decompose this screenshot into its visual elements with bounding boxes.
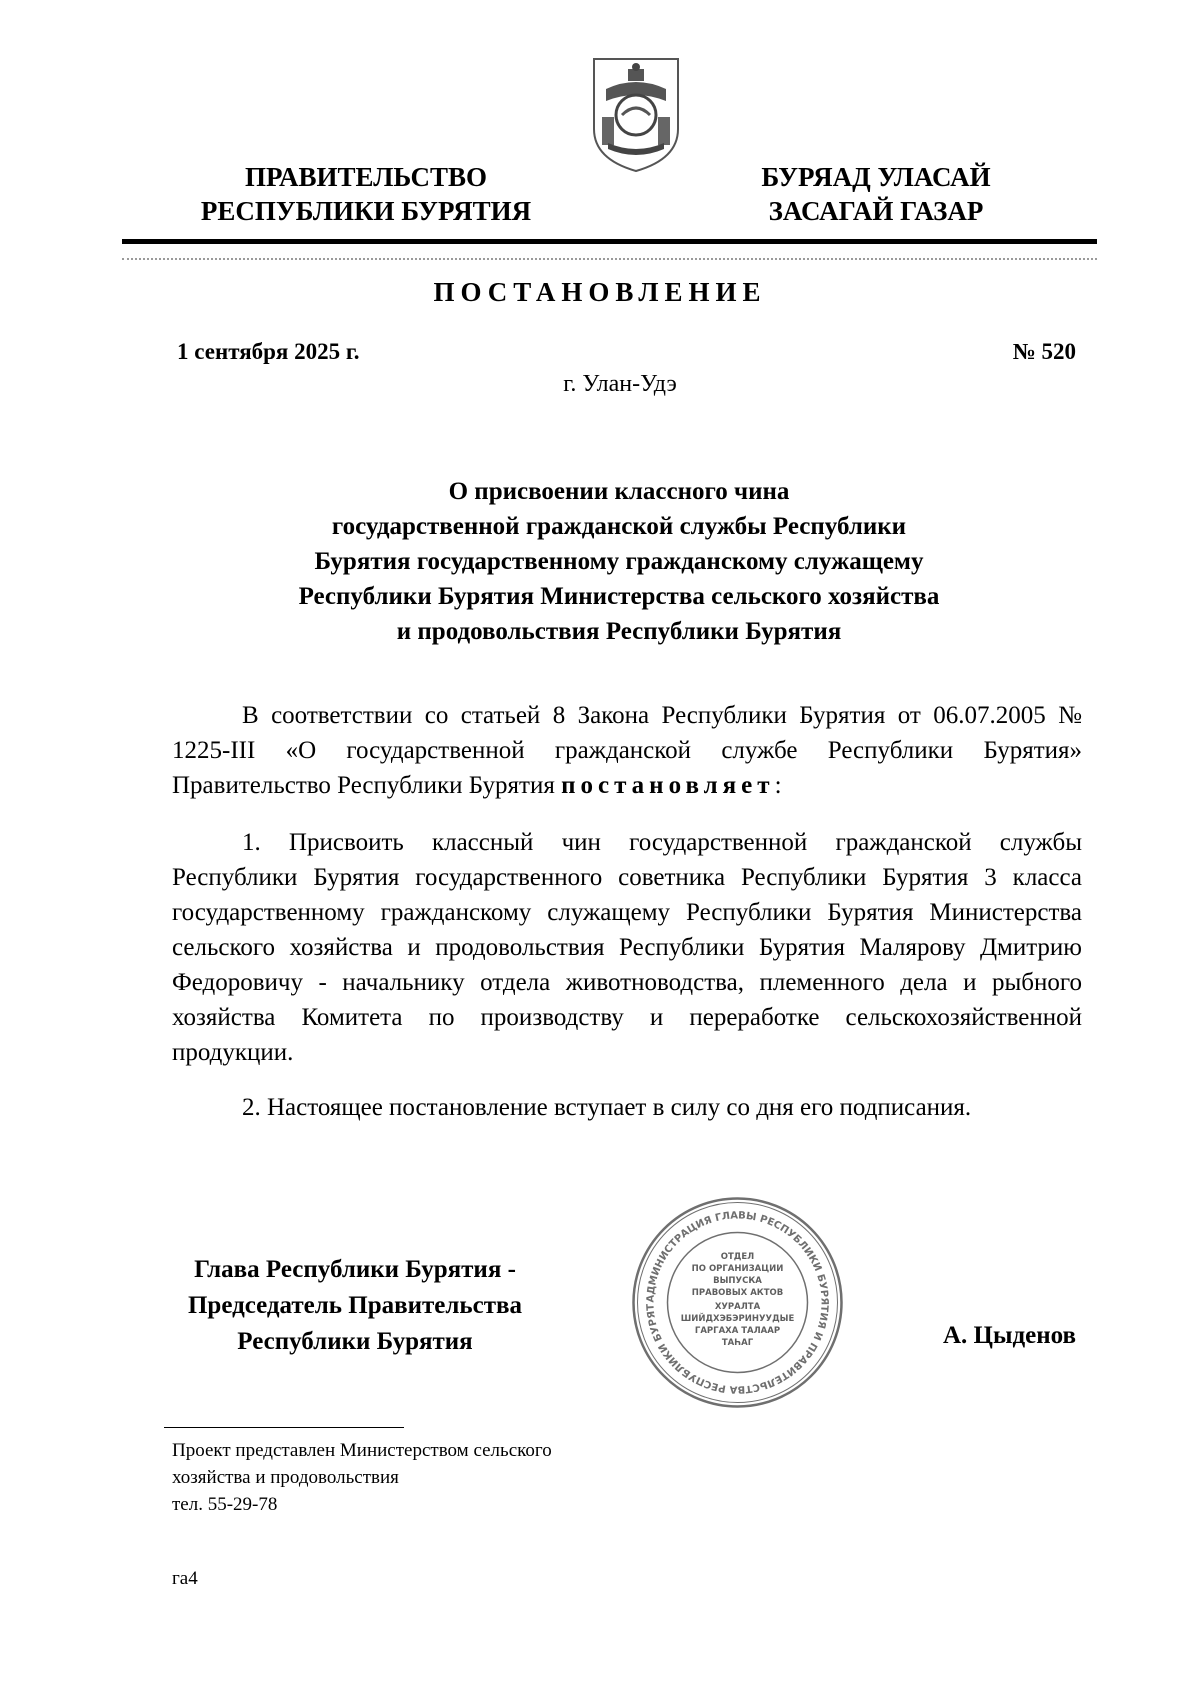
- item-text: 2. Настоящее постановление вступает в силу со дня его подписания.: [242, 1094, 972, 1121]
- seal-ring-text: АДМИНИСТРАЦИЯ ГЛАВЫ РЕСПУБЛИКИ БУРЯТИЯ И ПРАВИТЕЛЬСТВА РЕСПУБЛИКИ БУРЯТ: [645, 1210, 830, 1395]
- signatory-role: [150, 1252, 560, 1360]
- document-date: 1 сентября 2025 г.: [177, 339, 360, 364]
- preamble-ending: :: [774, 772, 782, 799]
- header-left-line1: ПРАВИТЕЛЬСТВО: [244, 162, 488, 192]
- seal-center-line: ПО ОРГАНИЗАЦИИ: [691, 1264, 784, 1274]
- seal-center-line: ШИЙДХЭБЭРИНУУДЫЕ: [680, 1314, 795, 1324]
- subject-line: Бурятия государственному гражданскому служащему: [314, 548, 924, 575]
- signatory-role-line2: Председатель Правительства: [187, 1292, 523, 1319]
- seal-center-line: ПРАВОВЫХ АКТОВ: [691, 1288, 784, 1298]
- document-code: га4: [172, 1568, 198, 1589]
- subject-line: и продовольствия Республики Бурятия: [396, 618, 842, 645]
- header-left: [176, 160, 556, 228]
- document-subject: [200, 474, 1038, 649]
- seal-center-line: ХУРАЛТА: [714, 1302, 761, 1312]
- header-right-line2: ЗАСАГАЙ ГАЗАР: [768, 196, 984, 226]
- signatory-role-line1: Глава Республики Бурятия -: [194, 1256, 516, 1283]
- header-rule-thick: [122, 239, 1097, 244]
- seal-center-line: ТАҺАГ: [721, 1338, 754, 1348]
- seal-center-line: ГАРГАХА ТАЛААР: [694, 1326, 781, 1336]
- subject-line: государственной гражданской службы Республики: [331, 513, 907, 540]
- header-right-line1: БУРЯАД УЛАСАЙ: [761, 162, 991, 192]
- seal-center-line: ОТДЕЛ: [720, 1252, 755, 1262]
- footnote-line2: хозяйства и продовольствия: [172, 1467, 399, 1488]
- footnote-phone: тел. 55-29-78: [172, 1494, 278, 1515]
- signatory-name: А. Цыденов: [942, 1322, 1076, 1349]
- footnote-rule: [164, 1427, 404, 1428]
- header-right: [726, 160, 1026, 228]
- item-paragraph-1: [172, 825, 1082, 1070]
- footnote-line1: Проект представлен Министерством сельского: [172, 1440, 552, 1461]
- signatory-role-line3: Республики Бурятия: [237, 1328, 473, 1355]
- preamble-text: В соответствии со статьей 8 Закона Республики Бурятия от 06.07.2005 № 1225-III «О государственной гражданской службе Республики Бурятия» Правительство Республики Бурятия: [172, 702, 1082, 799]
- document-number: № 520: [1012, 339, 1076, 364]
- item-paragraph-2: [172, 1090, 1082, 1125]
- preamble-keyword: постановляет: [561, 772, 775, 799]
- coat-of-arms-emblem: [588, 55, 684, 175]
- subject-line: О присвоении классного чина: [448, 478, 790, 505]
- footnote: [172, 1437, 552, 1518]
- seal-center-line: ВЫПУСКА: [713, 1276, 762, 1286]
- subject-line: Республики Бурятия Министерства сельского хозяйства: [298, 583, 940, 610]
- document-city: г. Улан-Удэ: [563, 371, 677, 397]
- official-seal: [630, 1195, 845, 1410]
- document-type: ПОСТАНОВЛЕНИЕ: [433, 277, 767, 307]
- header-left-line2: РЕСПУБЛИКИ БУРЯТИЯ: [200, 196, 532, 226]
- preamble-paragraph: [172, 698, 1082, 803]
- item-text: 1. Присвоить классный чин государственной гражданской службы Республики Бурятия государственного советника Республики Бурятия 3 класса государственному гражданскому служащему Республики Бурятия Министерства сельского хозяйства и продовольствия Республики Бурятия Малярову Дмитрию Федоровичу - начальнику отдела животноводства, племенного дела и рыбного хозяйства Комитета по производству и переработке сельскохозяйственной продукции.: [172, 829, 1082, 1066]
- header-rule-dotted: [122, 258, 1097, 260]
